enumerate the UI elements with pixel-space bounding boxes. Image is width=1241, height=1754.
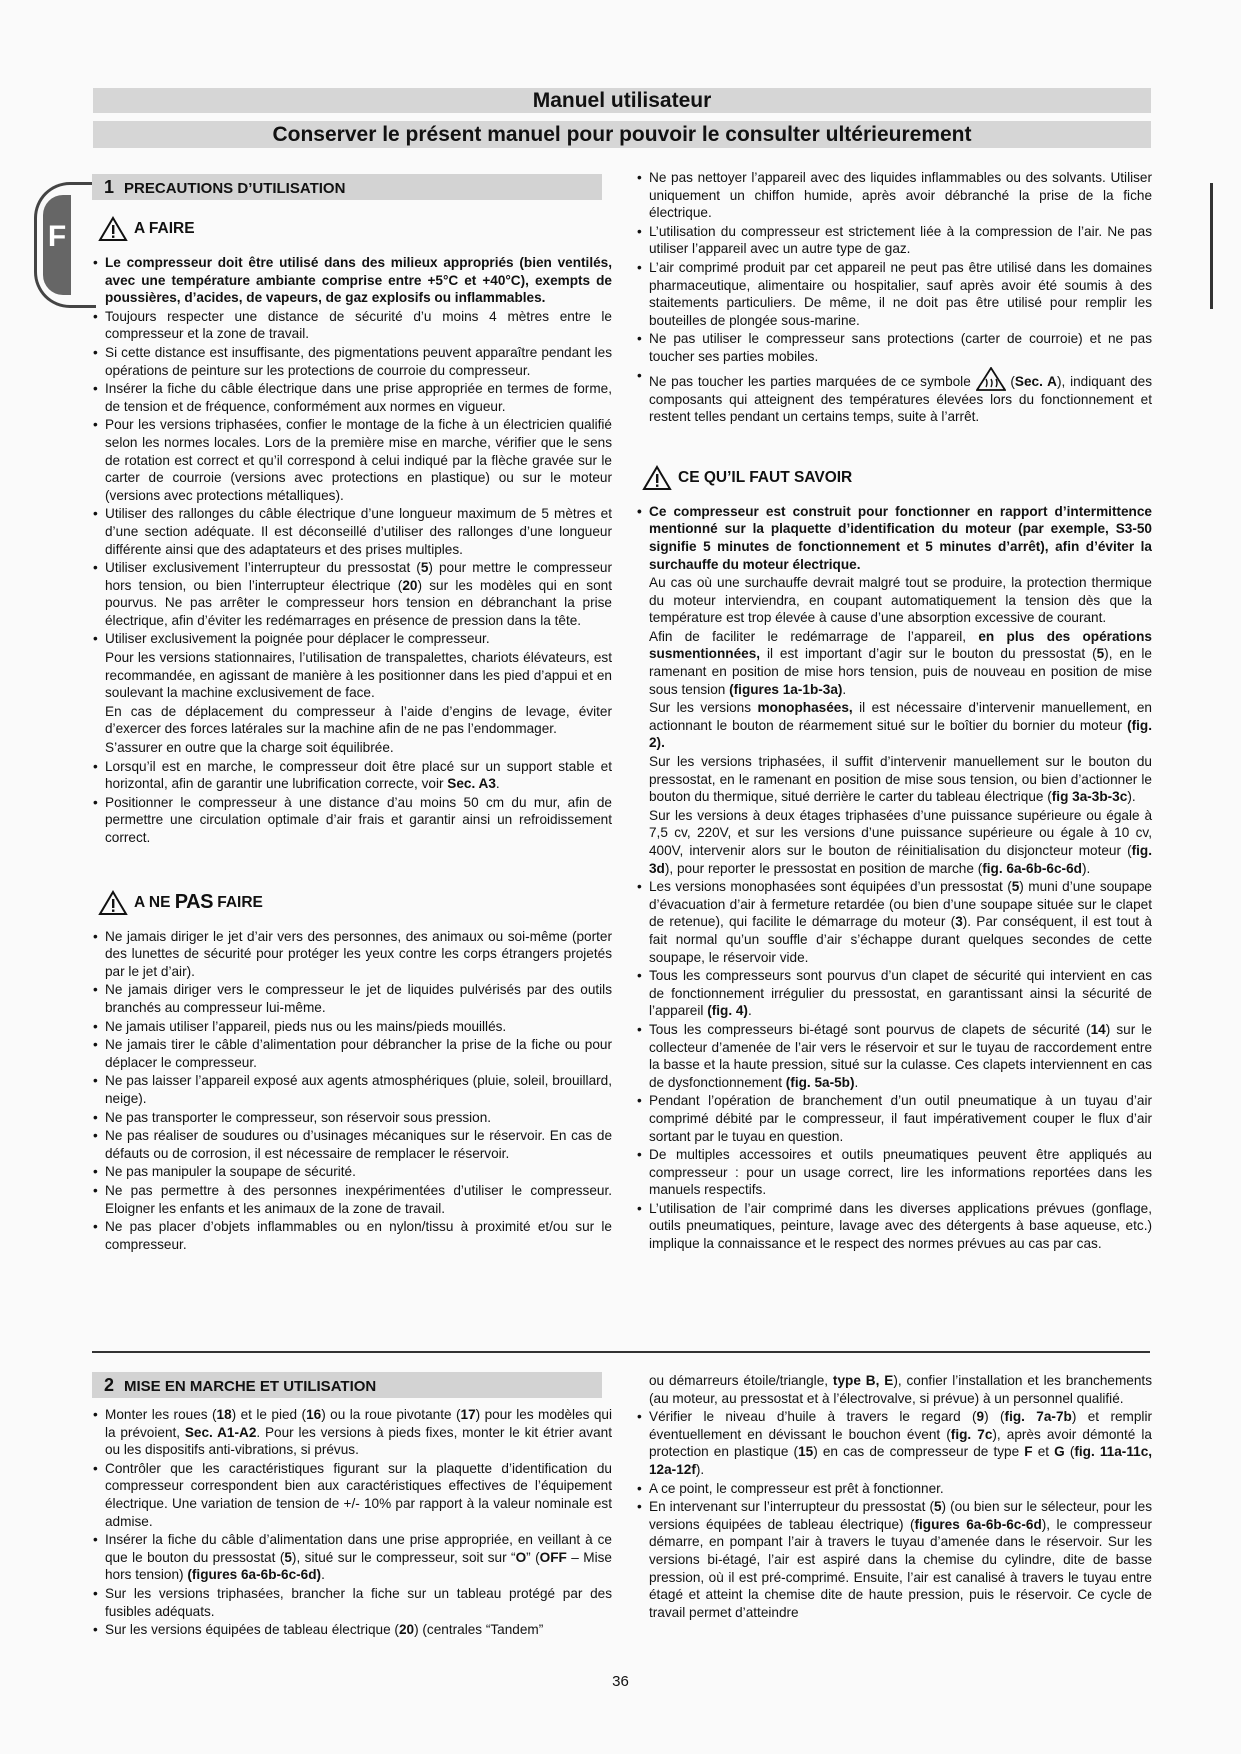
text-run: ) sur les modèles qui en sont pourvus. Ne pas arrêter le compresseur hors tension en débranchant la prise électrique, afin d’éviter les redémarrages en présence de pression dans la tête.	[105, 577, 612, 628]
text-run: A ce point, le compresseur est prêt à fonctionner.	[649, 1480, 944, 1496]
list-item	[92, 559, 612, 629]
text-run: Pendant l’opération de branchement d’un outil pneumatique à un tuyau d’air comprimé débité par le compresseur, il faut impérativement couper le flux d’air sortant par le tuyau en question.	[649, 1093, 1152, 1144]
do-heading	[98, 214, 612, 244]
know-heading	[642, 463, 1152, 493]
section2-right-column	[636, 1372, 1152, 1622]
text-run: figures 6a-6b-6c-6d	[914, 1516, 1042, 1532]
list-item	[92, 1018, 612, 1036]
list-item	[92, 1406, 612, 1459]
bullet: •	[93, 1460, 98, 1476]
text-run: Toujours respecter une distance de sécurité d’u moins 4 mètres entre le compresseur et la zone de travail.	[105, 308, 612, 342]
know-item-main	[636, 503, 1152, 573]
text-run: ) pour les modèles qui la prévoient,	[105, 1407, 613, 1440]
text-run: OFF	[539, 1549, 567, 1565]
text-run: 16	[306, 1407, 322, 1422]
text-run: Pour les versions triphasées, confier le montage de la fiche à un électricien qualifié selon les normes locales. Lors de la première mise en marche, vérifier que le sens de rotation est correct et qu’il correspond à celui indiqué par la flèche gravée sur le carter de courroie (versions avec protections en plastique) ou sur le moteur (versions avec protections métalliques).	[105, 417, 612, 503]
text-run: ). Par conséquent, il est tout à fait normal qu’un souffle d’air s’échappe durant quelques secondes de cette soupape, le réservoir vide.	[649, 914, 1152, 965]
text-run: fig. 7a-7b	[1004, 1409, 1072, 1425]
text-run: 20	[402, 577, 418, 593]
bullet: •	[93, 1109, 98, 1125]
spacer	[92, 848, 612, 874]
list-item	[92, 1127, 612, 1162]
section1-right-column	[636, 169, 1152, 1254]
text-run: Sec. A3	[447, 776, 496, 792]
bullet: •	[93, 982, 98, 998]
bullet: •	[637, 367, 642, 383]
list-item	[92, 1218, 612, 1253]
text-run: O	[515, 1549, 527, 1565]
list-item	[636, 967, 1152, 1020]
bullet: •	[93, 308, 98, 324]
text-run: (fig. 5a-5b)	[785, 1074, 855, 1090]
paragraph	[636, 574, 1152, 627]
text-run: 3	[955, 914, 963, 930]
do-title: A FAIRE	[134, 220, 195, 238]
bullet: •	[637, 1093, 642, 1109]
text-run: (fig. 2).	[649, 717, 1152, 751]
list-item	[92, 254, 612, 307]
hot-item-text-a: Ne pas toucher les parties marquées de ce symbole	[649, 373, 971, 389]
text-run: Vérifier le niveau d’huile à travers le regard (	[649, 1409, 977, 1425]
paragraph: S’assurer en outre que la charge soit équilibrée.	[105, 740, 394, 756]
list-item	[92, 1163, 612, 1181]
hot-item-sec: Sec. A	[1014, 373, 1057, 389]
bullet: •	[637, 223, 642, 239]
list-item	[636, 1498, 1152, 1621]
list-item	[92, 505, 612, 558]
text-run: Ne pas utiliser le compresseur sans protections (carter de courroie) et ne pas toucher ses parties mobiles.	[649, 331, 1152, 364]
text-run: ) et le pied (	[231, 1407, 307, 1422]
text-run: G	[1054, 1444, 1065, 1460]
text-run: (figures 6a-6b-6c-6d)	[187, 1567, 322, 1583]
bullet: •	[93, 1407, 98, 1422]
section2-continuation	[636, 1372, 1152, 1407]
dont-title-c: FAIRE	[217, 893, 263, 911]
text-run: 14	[1090, 1021, 1106, 1037]
list-item-text: Ne pas placer d’objets inflammables ou en nylon/tissu à proximité et/ou sur le compresseur.	[105, 1219, 612, 1252]
text-run: ).	[1127, 789, 1136, 805]
text-run: (fig. 4)	[707, 1003, 748, 1019]
hot-item-text-b: (	[1010, 373, 1015, 389]
bullet: •	[93, 758, 98, 774]
bullet: •	[93, 1037, 98, 1053]
list-item	[92, 1182, 612, 1217]
paragraph	[636, 753, 1152, 806]
text-run: type B, E	[832, 1373, 894, 1388]
text-run: 5	[284, 1549, 292, 1565]
text-run: il est important d’agir sur le bouton du pressostat (	[760, 646, 1097, 662]
text-run: Sur les versions à deux étages triphasées d’une puissance supérieure ou égale à 7,5 cv, 220V, et sur les versions d’une puissance supérieure ou égale à 10 cv, 400V, intervenir alors sur le bouton de réinitialisation du disjoncteur moteur (	[649, 807, 1152, 858]
bullet: •	[93, 1018, 98, 1034]
text-run: Sur les versions triphasées, il suffit d’intervenir manuellement sur le bouton du pressostat, en le ramenant en position de mise sous tension, ou bien d’actionner le bouton du thermique, situé derrière le carter du tableau électrique (	[649, 754, 1152, 805]
text-run: Insérer la fiche du câble d’alimentation dans une prise appropriée, en veillant à ce que le bouton du pressostat (	[105, 1532, 612, 1565]
do-plain-list	[92, 649, 612, 757]
list-item	[636, 1021, 1152, 1091]
text-run: ou démarreurs étoile/triangle,	[649, 1373, 833, 1388]
text-run: Tous les compresseurs sont pourvus d’un clapet de sécurité qui intervient en cas de fonctionnement irrégulier du pressostat, en garantissant ainsi la sécurité de l’appareil	[649, 968, 1152, 1019]
list-item	[636, 259, 1152, 329]
text-run: Sur les versions triphasées, brancher la fiche sur un tableau protégé par des fusibles adéquats.	[105, 1585, 612, 1619]
bullet: •	[93, 1182, 98, 1198]
text-run: Les versions monophasées sont équipées d’un pressostat (	[649, 879, 1012, 895]
bullet: •	[637, 503, 642, 519]
edge-mark	[1210, 183, 1213, 309]
dont-heading	[98, 888, 612, 918]
list-item	[636, 1092, 1152, 1145]
section-divider	[92, 1351, 1150, 1353]
list-item-text: Ne pas permettre à des personnes inexpérimentées d’utiliser le compresseur. Eloigner les enfants et les animaux de la zone de travail.	[105, 1182, 612, 1216]
bullet: •	[637, 879, 642, 895]
list-item	[92, 928, 612, 981]
bullet: •	[93, 417, 98, 433]
bullet: •	[93, 506, 98, 522]
list-item	[92, 1460, 612, 1530]
text-run: De multiples accessoires et outils pneumatiques peuvent être appliqués au compresseur : pour un usage correct, lire les informations reportées dans les manuels respectifs.	[649, 1147, 1152, 1198]
list-item	[636, 1408, 1152, 1478]
know-item-main-text: Ce compresseur est construit pour fonctionner en rapport d’intermittence mentionné sur la plaquette d’identification du moteur (par exemple, S3-50 signifie 5 minutes de fonctionnement et 5 minutes d’arrêt), afin d’éviter la surchauffe du moteur électrique.	[649, 503, 1152, 572]
warning-icon	[98, 216, 128, 242]
text-run: ).	[1081, 860, 1091, 876]
warning-icon	[642, 465, 672, 491]
text-run: Tous les compresseurs bi-étagé sont pourvus de clapets de sécurité (	[649, 1021, 1091, 1037]
warning-icon	[98, 890, 128, 916]
bullet: •	[637, 1499, 642, 1515]
list-item	[92, 1072, 612, 1107]
section1-heading	[92, 174, 602, 200]
text-run: Insérer la fiche du câble électrique dans une prise appropriée en termes de forme, de tension et de fréquence, conformément aux normes en vigueur.	[105, 381, 612, 414]
text-run: 20	[398, 1622, 415, 1638]
text-run: Positionner le compresseur à une distance d’au moins 50 cm du mur, afin de permettre une circulation optimale d’air frais et garantir ainsi un refroidissement correct.	[105, 794, 612, 845]
text-run: 5	[420, 560, 429, 576]
text-run: ) en cas de compresseur de type	[813, 1444, 1025, 1460]
bullet: •	[93, 1585, 98, 1601]
text-run: Contrôler que les caractéristiques figurant sur la plaquette d’identification du compresseur correspondent bien aux caractéristiques effectives de l’équipement électrique. Une variation de tension de +/- 10% par rapport à la valeur nominale est admise.	[105, 1460, 612, 1529]
bullet: •	[93, 928, 98, 944]
bullet: •	[93, 794, 98, 810]
list-item	[92, 981, 612, 1016]
text-run: ), en le ramenant en position de mise hors tension, puis de nouveau en position de mise sous tension	[649, 646, 1152, 697]
bullet: •	[93, 381, 98, 397]
text-run: (	[1064, 1444, 1075, 1460]
text-run: Sur les versions	[649, 700, 758, 716]
section2-right-list	[636, 1408, 1152, 1621]
right-list	[636, 169, 1152, 366]
text-run: Le compresseur doit être utilisé dans des milieux appropriés (bien ventilés, avec une température ambiante comprise entre +5°C et +40°C), exempts de poussières, d’acides, de vapeurs, de gaz explosifs ou inflammables.	[105, 255, 612, 306]
paragraph	[636, 699, 1152, 752]
paragraph	[636, 807, 1152, 877]
paragraph	[636, 628, 1152, 698]
hot-surface-item	[636, 367, 1152, 426]
text-run: 9	[976, 1409, 985, 1425]
section2-left-column	[92, 1372, 612, 1640]
text-run: ) muni d’une soupape d’évacuation d’air à fermeture retardée (ou bien d’une soupape située sur le clapet de retenue), qui facilite le démarrage du moteur (	[649, 879, 1152, 930]
text-run: ), pour reporter le pressostat en position de marche (	[664, 860, 983, 876]
language-tab	[34, 182, 96, 308]
list-item-text: Ne jamais utiliser l’appareil, pieds nus ou les mains/pieds mouillés.	[105, 1018, 507, 1034]
know-plain-list	[636, 574, 1152, 877]
text-run: Sec. A1-A2	[184, 1424, 257, 1440]
list-item	[636, 169, 1152, 222]
text-run: et	[1032, 1444, 1055, 1460]
list-item	[92, 1585, 612, 1620]
text-run: Au cas où une surchauffe devrait malgré tout se produire, la protection thermique du moteur interviendra, en coupant automatiquement la tension dès que la température est trop élevée à cause d’une absorption excessive de courant.	[649, 575, 1152, 626]
text-run: ), confier l’installation et les branchements (au moteur, au pressostat et à l’électrovalve, si prévue) à un personnel qualifié.	[649, 1373, 1152, 1406]
text-run: .	[321, 1567, 325, 1583]
text-run: 5	[1011, 879, 1020, 895]
text-run: fig. 3d	[649, 843, 1152, 876]
list-item	[92, 630, 612, 648]
text-run: ).	[695, 1461, 705, 1477]
text-run: fig. 7c	[950, 1426, 993, 1442]
text-run: fig. 6a-6b-6c-6d	[982, 860, 1082, 876]
dont-list	[92, 928, 612, 1254]
text-run: ) sur le collecteur d’amenée de l’air vers le réservoir et sur le tuyau de raccordement entre la basse et la haute pression, situé sur la culasse. Ces clapets interviennent en cas de dysfonctionnement	[649, 1021, 1152, 1090]
bullet: •	[93, 255, 98, 270]
list-item-text: Ne jamais diriger le jet d’air vers des personnes, des animaux ou soi-même (porter des lunettes de sécurité pour protéger les yeux contre les corps étrangers projetés par le jet d’air).	[105, 928, 612, 979]
list-item	[92, 1036, 612, 1071]
bullet: •	[93, 1128, 98, 1144]
section2-title: MISE EN MARCHE ET UTILISATION	[124, 1378, 377, 1395]
text-run: monophasées,	[757, 700, 853, 716]
list-item	[636, 330, 1152, 365]
list-item-text: Ne pas manipuler la soupape de sécurité.	[105, 1164, 356, 1180]
text-run: F	[1024, 1444, 1033, 1460]
text-run: (figures 1a-1b-3a)	[729, 681, 843, 697]
list-item	[92, 344, 612, 379]
text-run: Utiliser exclusivement l’interrupteur du pressostat (	[105, 560, 421, 576]
list-item-text: Ne jamais tirer le câble d’alimentation pour débrancher la prise de la fiche ou pour déplacer le compresseur.	[105, 1037, 612, 1070]
manual-title: Manuel utilisateur	[93, 88, 1151, 113]
text-run: 17	[460, 1407, 476, 1422]
list-item-text: Ne pas laisser l’appareil exposé aux agents atmosphériques (pluie, soleil, brouillard, neige).	[105, 1073, 612, 1106]
section1-title: PRECAUTIONS D’UTILISATION	[124, 180, 346, 197]
hot-surface-icon	[976, 367, 1006, 391]
section1-left-column	[92, 174, 612, 1254]
bullet: •	[637, 968, 642, 984]
text-run: ) (	[984, 1409, 1005, 1425]
text-run: Ne pas nettoyer l’appareil avec des liquides inflammables ou des solvants. Utiliser uniquement un chiffon humide, après avoir débranché la prise de la fiche électrique.	[649, 170, 1152, 221]
section2-left-list	[92, 1406, 612, 1639]
bullet: •	[637, 1200, 642, 1216]
section2-number: 2	[104, 1375, 115, 1395]
text-run: Sur les versions équipées de tableau électrique (	[105, 1622, 399, 1638]
text-run: .	[495, 776, 500, 792]
list-item-text: Ne pas transporter le compresseur, son réservoir sous pression.	[105, 1109, 492, 1125]
know-list	[636, 878, 1152, 1252]
section1-number: 1	[104, 177, 115, 197]
paragraph: En cas de déplacement du compresseur à l’aide d’engins de levage, éviter d’exercer des forces latérales sur la machine afin de ne pas l’endommager.	[105, 703, 612, 737]
text-run: ) (ou bien sur le sélecteur, pour les versions équipées de tableau électrique) (	[649, 1499, 1152, 1532]
list-item	[92, 416, 612, 504]
text-run: L’utilisation du compresseur est strictement liée à la compression de l’air. Ne pas utiliser l’appareil avec un autre type de gaz.	[649, 223, 1152, 257]
text-run: ) (centrales “Tandem”	[414, 1622, 544, 1638]
list-item	[92, 308, 612, 343]
text-run: ) ou la roue pivotante (	[321, 1407, 461, 1422]
text-run: L’air comprimé produit par cet appareil ne peut pas être utilisé dans les domaines pharmaceutique, alimentaire ou hospitalier, sauf après avoir été soumis à des staitements particuliers. De même, il ne doit pas être utilisé pour remplir les bouteilles de plongée sous-marine.	[649, 259, 1152, 328]
list-item	[92, 380, 612, 415]
bullet: •	[637, 1021, 642, 1037]
bullet: •	[93, 1532, 98, 1548]
dont-title-a: A NE	[134, 893, 171, 911]
bullet: •	[637, 1480, 642, 1496]
bullet: •	[93, 1073, 98, 1089]
text-run: Monter les roues (	[105, 1407, 217, 1422]
list-item-text: Ne pas réaliser de soudures ou d’usinages mécaniques sur le réservoir. En cas de défauts ou de corrosion, il est nécessaire de remplacer le réservoir.	[105, 1128, 612, 1161]
list-item-text: Ne jamais diriger vers le compresseur le jet de liquides pulvérisés par des outils branchés au compresseur lui-même.	[105, 982, 612, 1015]
text-run: ), après avoir démonté la protection en plastique (	[649, 1426, 1152, 1460]
bullet: •	[637, 331, 642, 347]
text-run: Utiliser exclusivement la poignée pour déplacer le compresseur.	[105, 631, 490, 647]
bullet: •	[93, 344, 98, 360]
text-run: ) et remplir éventuellement en dévissant le bouchon évent (	[649, 1409, 1152, 1442]
list-item	[92, 758, 612, 793]
section2-heading	[92, 1372, 602, 1398]
text-run: En intervenant sur l’interrupteur du pressostat (	[649, 1499, 934, 1515]
text-run: fig. 11a-11c, 12a-12f	[649, 1444, 1153, 1477]
text-run: 18	[216, 1407, 232, 1422]
text-run: ” (	[526, 1549, 540, 1565]
text-run: Si cette distance est insuffisante, des pigmentations peuvent apparaître pendant les opérations de peinture sur les protections de courroie du compresseur.	[105, 344, 612, 378]
text-run: ), le compresseur démarre, en pompant l’air à travers le tuyau d’amenée dans le réservoir. Sur les versions bi-étagé, l’air est aspiré dans la chemise du cylindre, dite de basse pression, où il est pré-comprimé. Ensuite, l’air est canalisé à travers le tuyau entre étagé et atteint la chemise dite de haute pression, puis le réservoir. Ce cycle de travail permet d’atteindre	[649, 1516, 1152, 1620]
list-item	[92, 1621, 612, 1639]
manual-subtitle: Conserver le présent manuel pour pouvoir le consulter ultérieurement	[93, 121, 1151, 148]
list-item	[92, 1109, 612, 1127]
text-run: . Pour les versions à pieds fixes, monter le kit étrier avant ou les dispositifs anti-vibrations, si prévus.	[105, 1424, 612, 1458]
do-list	[92, 254, 612, 648]
text-run: fig 3a-3b-3c	[1051, 789, 1128, 805]
dont-title-b: PAS	[174, 890, 213, 913]
text-run: 15	[798, 1444, 814, 1460]
list-item	[92, 1531, 612, 1584]
text-run: ) pour mettre le compresseur hors tension, ou bien l’interrupteur électrique (	[105, 560, 613, 593]
text-run: .	[747, 1003, 752, 1019]
text-run: 5	[933, 1499, 942, 1515]
bullet: •	[637, 1147, 642, 1163]
bullet: •	[93, 1164, 98, 1180]
text-run: ), situé sur le compresseur, soit sur “	[291, 1549, 516, 1565]
list-item	[636, 223, 1152, 258]
paragraph: Pour les versions stationnaires, l’utilisation de transpalettes, chariots élévateurs, est recommandée, en agissant de manière à les positionner dans les pied d’appui et en soulevant la machine exclusivement de face.	[105, 650, 612, 701]
page-number: 36	[612, 1673, 629, 1690]
text-run: 5	[1096, 646, 1105, 662]
know-title: CE QU’IL FAUT SAVOIR	[678, 468, 853, 486]
bullet: •	[637, 170, 642, 185]
text-run: .	[842, 681, 847, 697]
bullet: •	[637, 259, 642, 275]
bullet: •	[637, 1409, 642, 1425]
text-run: Utiliser des rallonges du câble électrique d’une longueur maximum de 5 mètres et d’une section adéquate. Il est déconseillé d’utiliser des rallonges d’une longueur différente ainsi que des adaptateurs et des prises multiples.	[105, 506, 612, 557]
bullet: •	[93, 631, 98, 647]
list-item	[636, 878, 1152, 966]
bullet: •	[93, 1622, 98, 1638]
text-run: Afin de faciliter le redémarrage de l’appareil,	[649, 628, 979, 644]
text-run: – Mise hors tension)	[105, 1549, 612, 1583]
bullet: •	[93, 1219, 98, 1235]
text-run: il est nécessaire d’intervenir manuellement, en actionnant le bouton de réarmement situé sur le boîtier du bornier du moteur	[649, 700, 1152, 733]
text-run: Lorsqu’il est en marche, le compresseur doit être placé sur un support stable et horizontal, afin de garantir une lubrification correcte, voir	[105, 758, 612, 792]
language-tab-letter: F	[47, 220, 67, 253]
bullet: •	[93, 560, 98, 576]
list-item	[636, 1480, 1152, 1498]
spacer	[636, 427, 1152, 449]
text-run: .	[854, 1074, 859, 1090]
list-item	[92, 794, 612, 847]
hot-item-text-c: ), indiquant des composants qui atteignent des températures élevées lors du fonctionnement et restent telles pendant un certains temps, suite à l’arrêt.	[649, 373, 1153, 425]
do-list-2	[92, 758, 612, 847]
list-item	[636, 1200, 1152, 1253]
text-run: L’utilisation de l’air comprimé dans les diverses applications prévues (gonflage, outils pneumatiques, peinture, lavage avec des détergents à base aqueuse, etc.) implique la connaissance et le respect des normes prévues au cas par cas.	[649, 1200, 1152, 1252]
text-run: en plus des opérations susmentionnées,	[649, 628, 1152, 662]
list-item	[636, 1146, 1152, 1199]
